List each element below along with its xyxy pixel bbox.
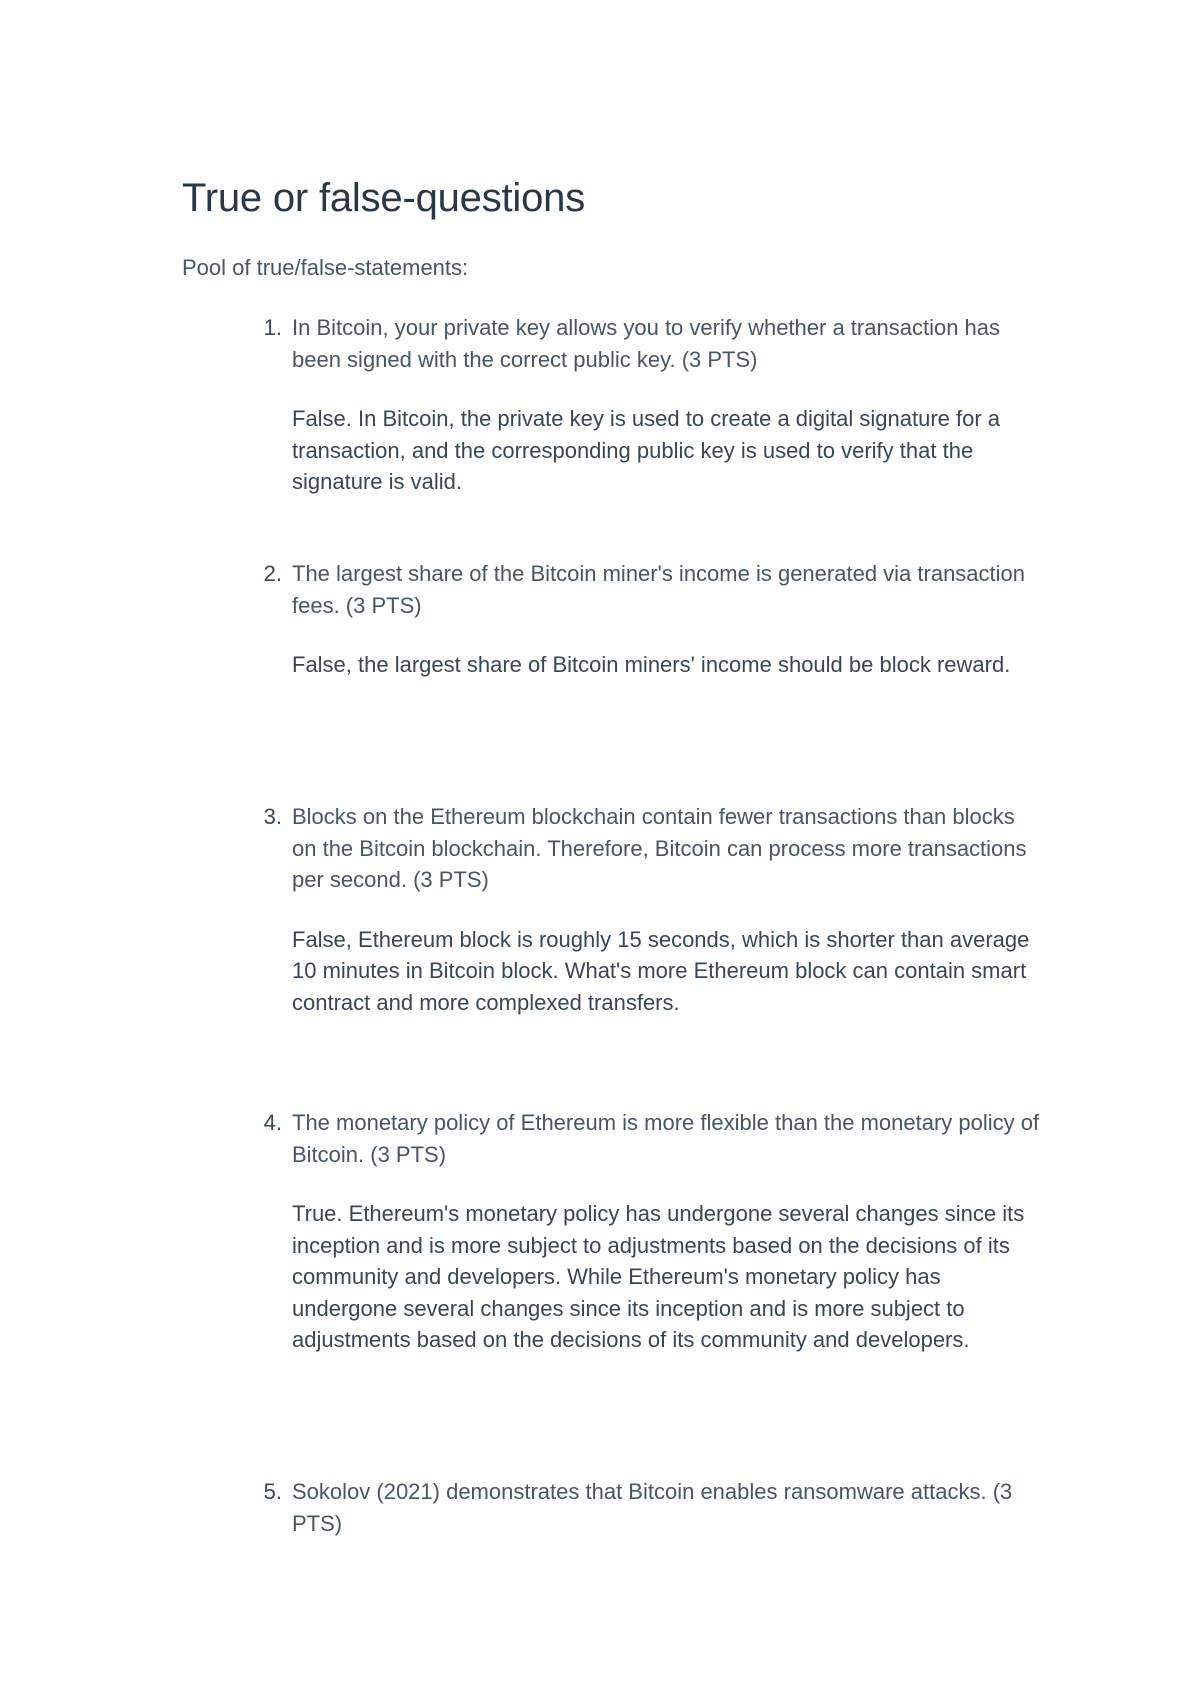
question-body <box>292 1476 1042 1539</box>
answer-text: False, the largest share of Bitcoin miners' income should be block reward. <box>292 652 1011 677</box>
question-body <box>292 558 1042 681</box>
question-number: 2. <box>263 561 282 586</box>
question-body <box>292 1107 1042 1356</box>
page-subtitle: Pool of true/false-statements: <box>182 255 469 280</box>
answer-text: False. In Bitcoin, the private key is used to create a digital signature for a transaction, and the corresponding public key is used to verify that the signature is valid. <box>292 406 1001 494</box>
question-text: The largest share of the Bitcoin miner's income is generated via transaction fees. (3 PTS) <box>292 561 1026 618</box>
question-number: 5. <box>263 1479 282 1504</box>
question-body <box>292 801 1042 1018</box>
question-text: The monetary policy of Ethereum is more flexible than the monetary policy of Bitcoin. (3 PTS) <box>292 1110 1040 1167</box>
question-text: Sokolov (2021) demonstrates that Bitcoin enables ransomware attacks. (3 PTS) <box>292 1479 1013 1536</box>
page-title: True or false-questions <box>182 176 585 220</box>
answer-text: True. Ethereum's monetary policy has undergone several changes since its inception and is more subject to adjustments based on the decisions of its community and developers. While Ethereum's monetary policy has undergone several changes since its inception and is more subject to adjustments based on the decisions of its community and developers. <box>292 1201 1025 1352</box>
answer-text: False, Ethereum block is roughly 15 seconds, which is shorter than average 10 minutes in Bitcoin block. What's more Ethereum block can contain smart contract and more complexed transfers. <box>292 926 1030 1015</box>
question-number: 1. <box>263 315 282 340</box>
question-number: 3. <box>263 804 282 829</box>
question-text: In Bitcoin, your private key allows you to verify whether a transaction has been signed with the correct public key. (3 PTS) <box>292 315 1001 372</box>
question-text: Blocks on the Ethereum blockchain contain fewer transactions than blocks on the Bitcoin blockchain. Therefore, Bitcoin can process more transactions per second. (3 PTS) <box>292 804 1027 892</box>
question-body <box>292 312 1042 498</box>
question-number: 4. <box>263 1110 282 1135</box>
